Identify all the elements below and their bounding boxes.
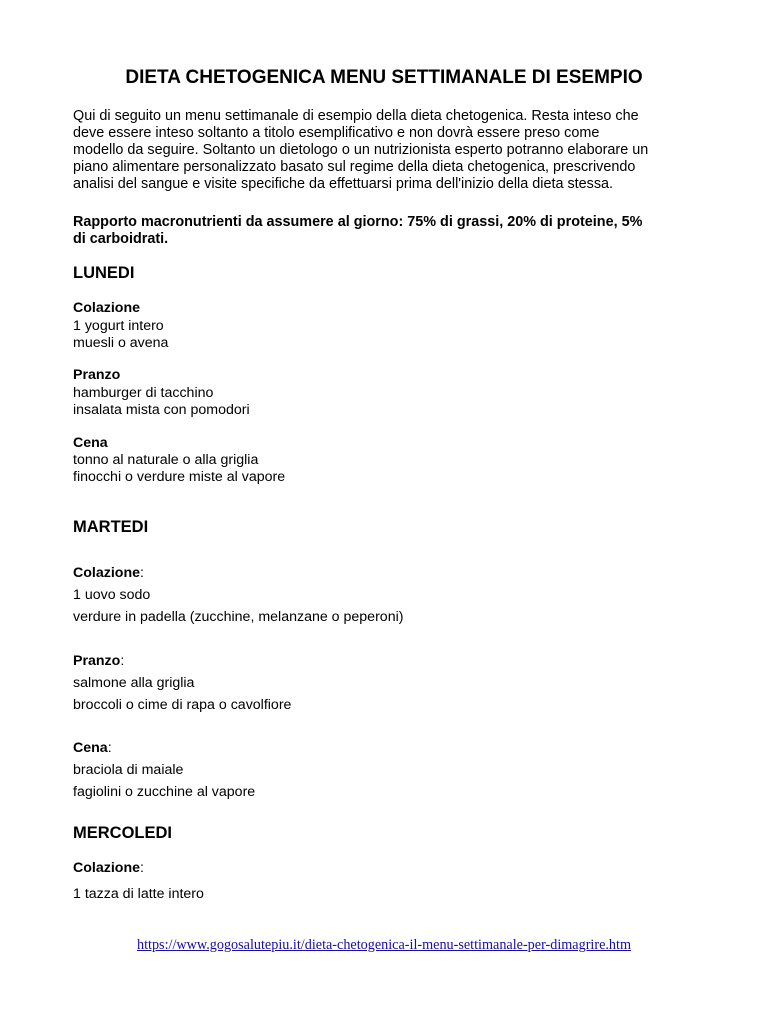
meal-heading: Pranzo <box>73 367 121 383</box>
source-link[interactable]: https://www.gogosalutepiu.it/dieta-chetogenica-il-menu-settimanale-per-dimagrire.htm <box>136 937 632 953</box>
meal-heading: Colazione: <box>73 860 144 876</box>
meal-heading: Pranzo: <box>73 653 125 669</box>
meal-heading: Cena <box>73 435 108 451</box>
meal-item: 1 tazza di latte intero <box>73 886 204 902</box>
meal-item: broccoli o cime di rapa o cavolfiore <box>73 697 292 713</box>
meal-item: braciola di maiale <box>73 762 184 778</box>
meal-item: fagiolini o zucchine al vapore <box>73 784 256 800</box>
meal-item: 1 yogurt intero <box>73 318 164 334</box>
macro-line: di carboidrati. <box>73 231 169 247</box>
meal-heading: Colazione: <box>73 565 144 581</box>
intro-line: Qui di seguito un menu settimanale di esempio della dieta chetogenica. Resta inteso che <box>73 108 639 124</box>
meal-item: hamburger di tacchino <box>73 385 214 401</box>
macro-line: Rapporto macronutrienti da assumere al giorno: 75% di grassi, 20% di proteine, 5% <box>73 214 643 230</box>
meal-item: finocchi o verdure miste al vapore <box>73 469 286 485</box>
intro-line: modello da seguire. Soltanto un dietologo o un nutrizionista esperto potranno elaborare un <box>73 142 649 158</box>
intro-line: deve essere inteso soltanto a titolo esemplificativo e non dovrà essere preso come <box>73 125 600 141</box>
meal-item: salmone alla griglia <box>73 675 195 691</box>
day-heading: MARTEDI <box>73 518 149 536</box>
meal-item: 1 uovo sodo <box>73 587 151 603</box>
meal-item: insalata mista con pomodori <box>73 402 250 418</box>
meal-item: tonno al naturale o alla griglia <box>73 452 259 468</box>
meal-heading: Colazione <box>73 300 141 316</box>
meal-item: muesli o avena <box>73 335 169 351</box>
day-heading: LUNEDI <box>73 264 135 282</box>
intro-line: analisi del sangue e visite specifiche da effettuarsi prima dell'inizio della dieta stessa. <box>73 176 614 192</box>
day-heading: MERCOLEDI <box>73 824 172 842</box>
meal-heading: Cena: <box>73 740 112 756</box>
meal-item: verdure in padella (zucchine, melanzane o peperoni) <box>73 609 404 625</box>
intro-line: piano alimentare personalizzato basato sul regime della dieta chetogenica, prescrivendo <box>73 159 636 175</box>
document-title: DIETA CHETOGENICA MENU SETTIMANALE DI ESEMPIO <box>125 67 643 88</box>
